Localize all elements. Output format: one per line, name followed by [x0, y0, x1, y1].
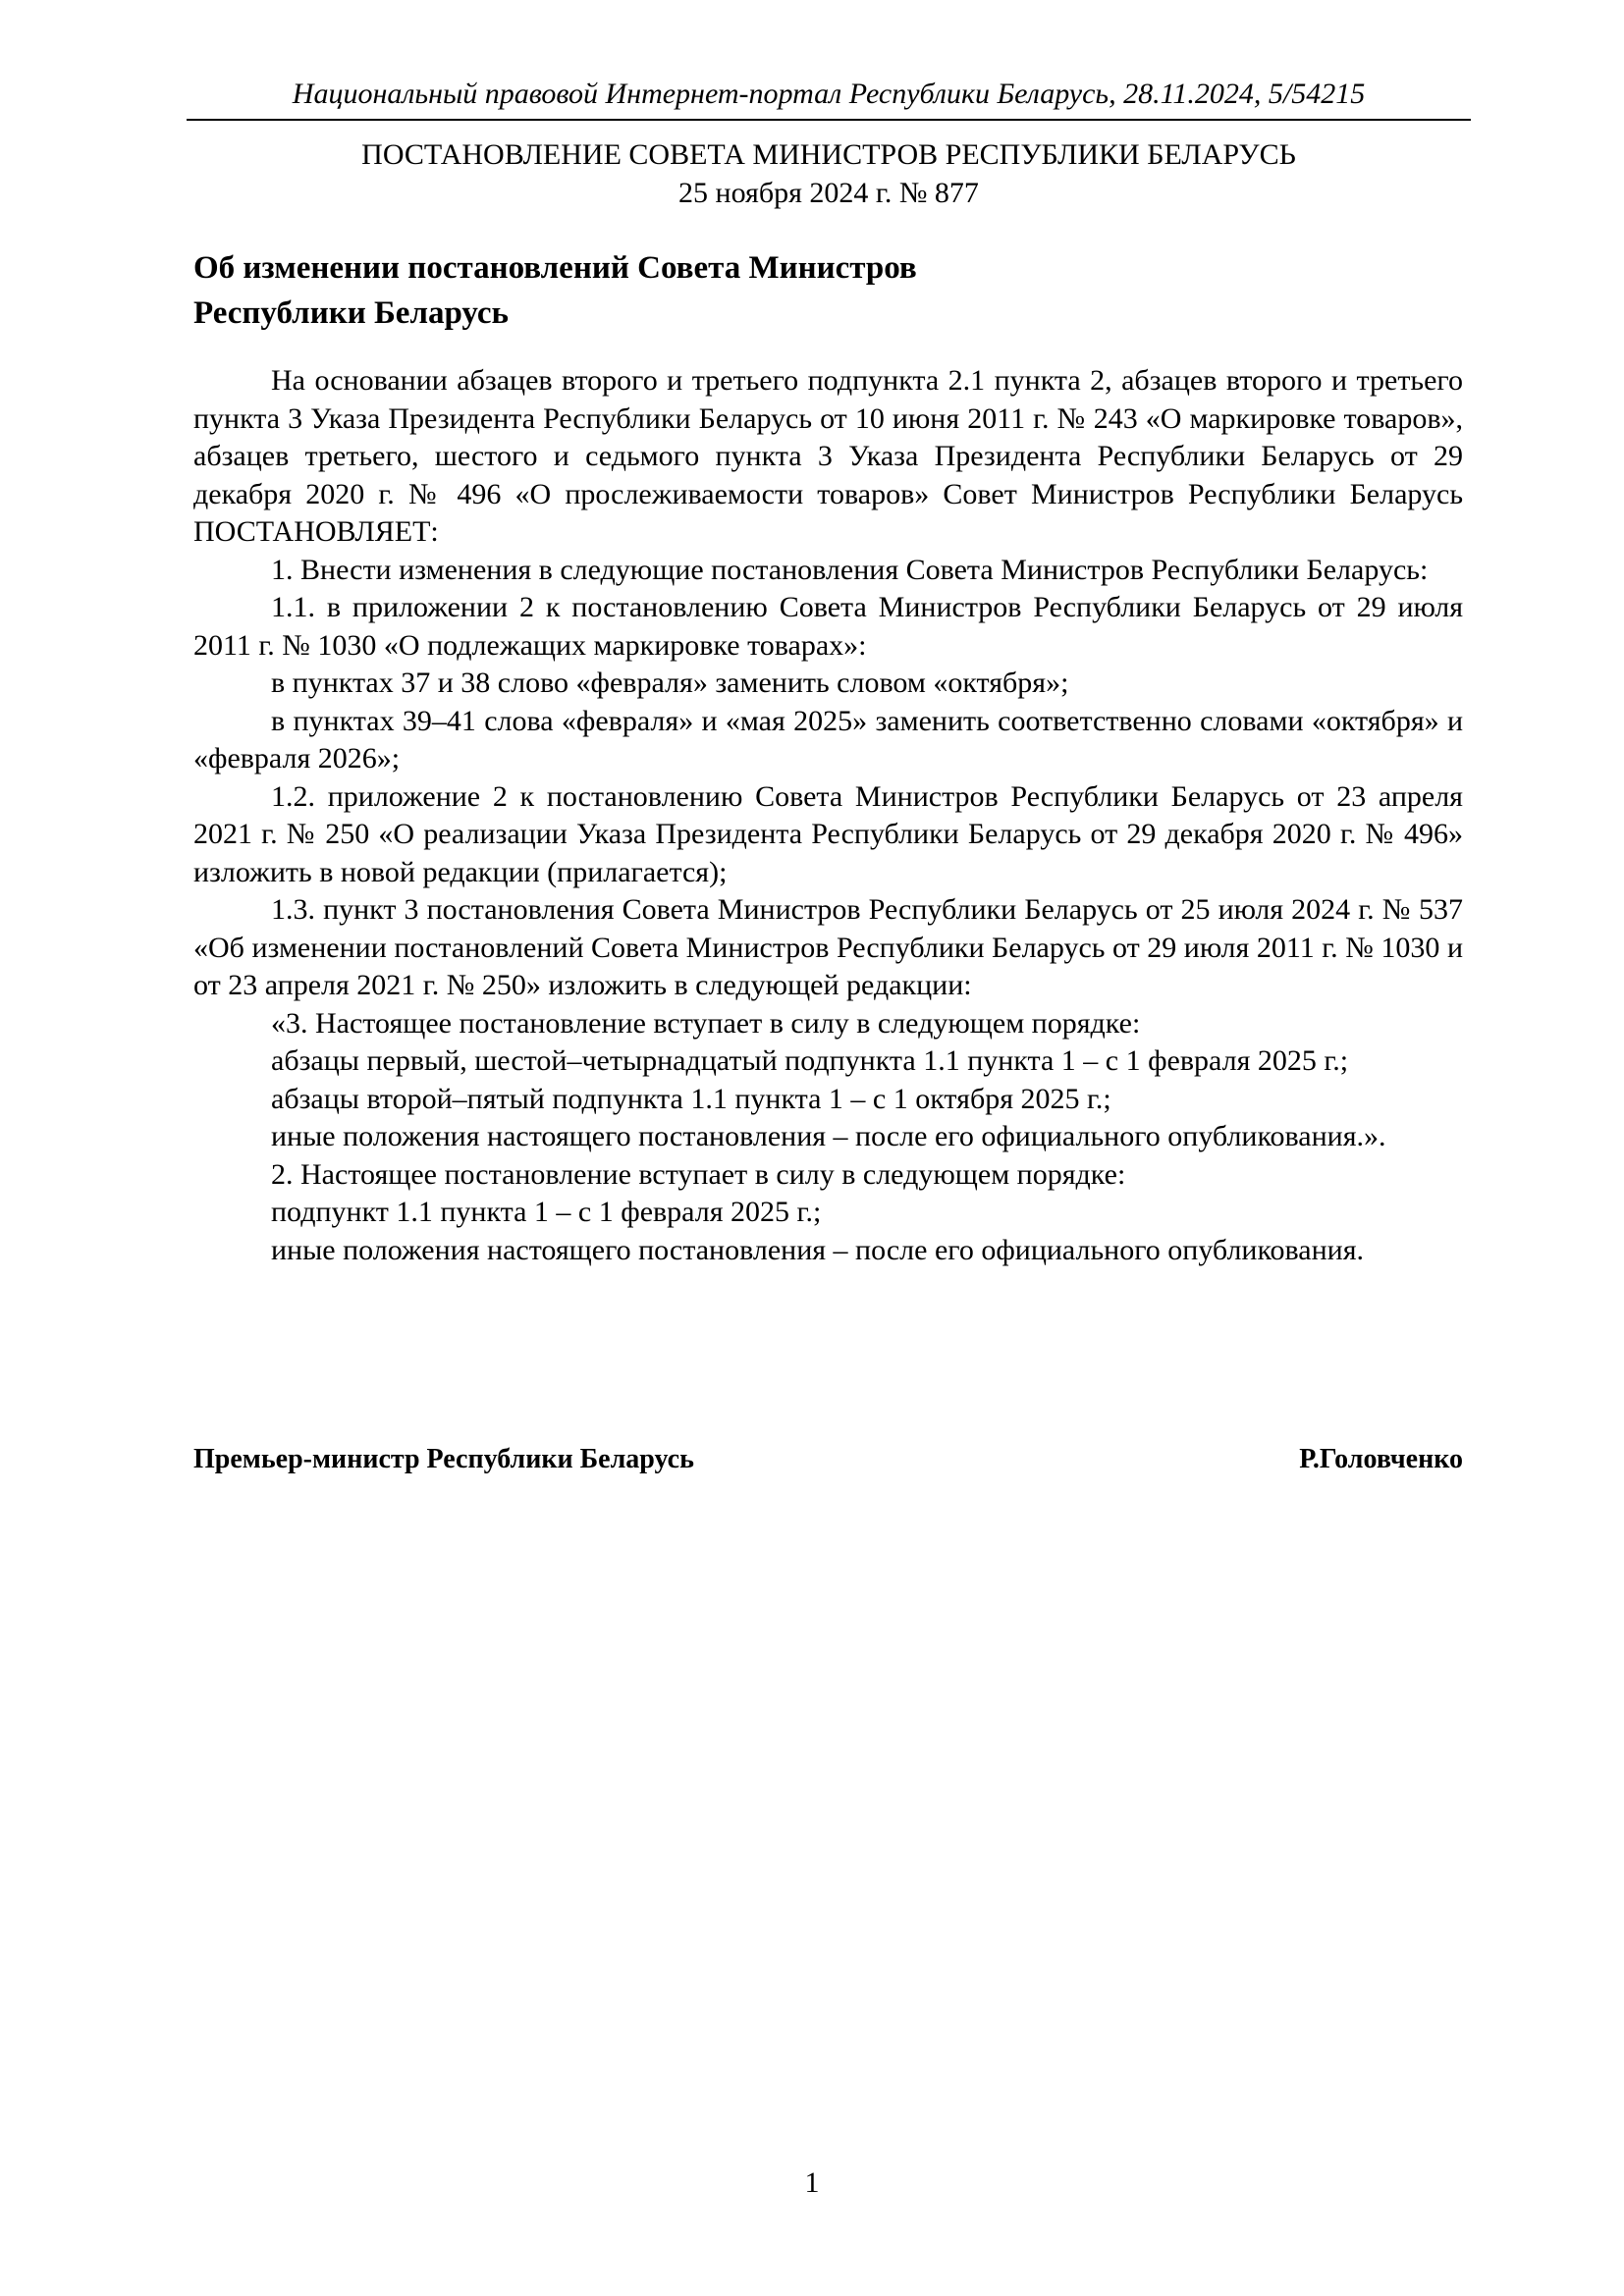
quoted-clause-3-item-2: абзацы второй–пятый подпункта 1.1 пункта 1 – с 1 октября 2025 г.;: [271, 1082, 1111, 1115]
quoted-clause-3: «3. Настоящее постановление вступает в силу в следующем порядке:: [271, 1006, 1141, 1040]
clause-1: 1. Внести изменения в следующие постановления Совета Министров Республики Беларусь:: [271, 553, 1429, 586]
quoted-clause-3-item-3: иные положения настоящего постановления – после его официального опубликования.».: [271, 1120, 1386, 1152]
document-date-number: 25 ноября 2024 г. № 877: [678, 177, 979, 209]
clause-1-1-item-1: в пунктах 37 и 38 слово «февраля» заменить словом «октября»;: [271, 667, 1069, 699]
clause-1-1: 1.1. в приложении 2 к постановлению Совета Министров Республики Беларусь от 29 июля 2011 г. № 1030 «О подлежащих маркировке товарах»:: [193, 591, 1463, 662]
title-line-1: Об изменении постановлений Совета Министров: [193, 250, 917, 286]
clause-1-3: 1.3. пункт 3 постановления Совета Министров Республики Беларусь от 25 июля 2024 г. № 537 «Об изменении постановлений Совета Министров Республики Беларусь от 29 июля 2011 г. № 1030 и от 23 апреля 2021 г. № 250» изложить в следующей редакции:: [193, 893, 1463, 1001]
clause-2: 2. Настоящее постановление вступает в силу в следующем порядке:: [271, 1157, 1126, 1191]
signature-block: [193, 1440, 1463, 1479]
signatory-name: Р.Головченко: [1299, 1444, 1463, 1474]
document-type: ПОСТАНОВЛЕНИЕ СОВЕТА МИНИСТРОВ РЕСПУБЛИКИ БЕЛАРУСЬ: [361, 138, 1296, 171]
clause-1-1-item-2: в пунктах 39–41 слова «февраля» и «мая 2025» заменить соответственно словами «октября» и «февраля 2026»;: [193, 704, 1463, 774]
header-divider: [187, 119, 1471, 121]
portal-header: Национальный правовой Интернет-портал Республики Беларусь, 28.11.2024, 5/54215: [292, 78, 1366, 110]
clause-2-item-1: подпункт 1.1 пункта 1 – с 1 февраля 2025 г.;: [271, 1196, 822, 1228]
title-line-2: Республики Беларусь: [193, 295, 509, 331]
preamble-paragraph: На основании абзацев второго и третьего подпункта 2.1 пункта 2, абзацев второго и третьего пункта 3 Указа Президента Республики Беларусь от 10 июня 2011 г. № 243 «О маркировке товаров», абзацев третьего, шестого и седьмого пункта 3 Указа Президента Республики Беларусь от 29 декабря 2020 г. № 496 «О прослеживаемости товаров» Совет Министров Республики Беларусь ПОСТАНОВЛЯЕТ:: [193, 364, 1463, 548]
page-number: 1: [804, 2166, 820, 2199]
document-title: [193, 245, 917, 336]
document-heading: [187, 135, 1471, 212]
quoted-clause-3-item-1: абзацы первый, шестой–четырнадцатый подпункта 1.1 пункта 1 – с 1 февраля 2025 г.;: [271, 1044, 1349, 1077]
clause-1-2: 1.2. приложение 2 к постановлению Совета Министров Республики Беларусь от 23 апреля 2021 г. № 250 «О реализации Указа Президента Республики Беларусь от 29 декабря 2020 г. № 496» изложить в новой редакции (прилагается);: [193, 779, 1463, 888]
document-body: [193, 362, 1463, 1269]
clause-2-item-2: иные положения настоящего постановления – после его официального опубликования.: [271, 1233, 1365, 1266]
signatory-position: Премьер-министр Республики Беларусь: [193, 1444, 694, 1474]
